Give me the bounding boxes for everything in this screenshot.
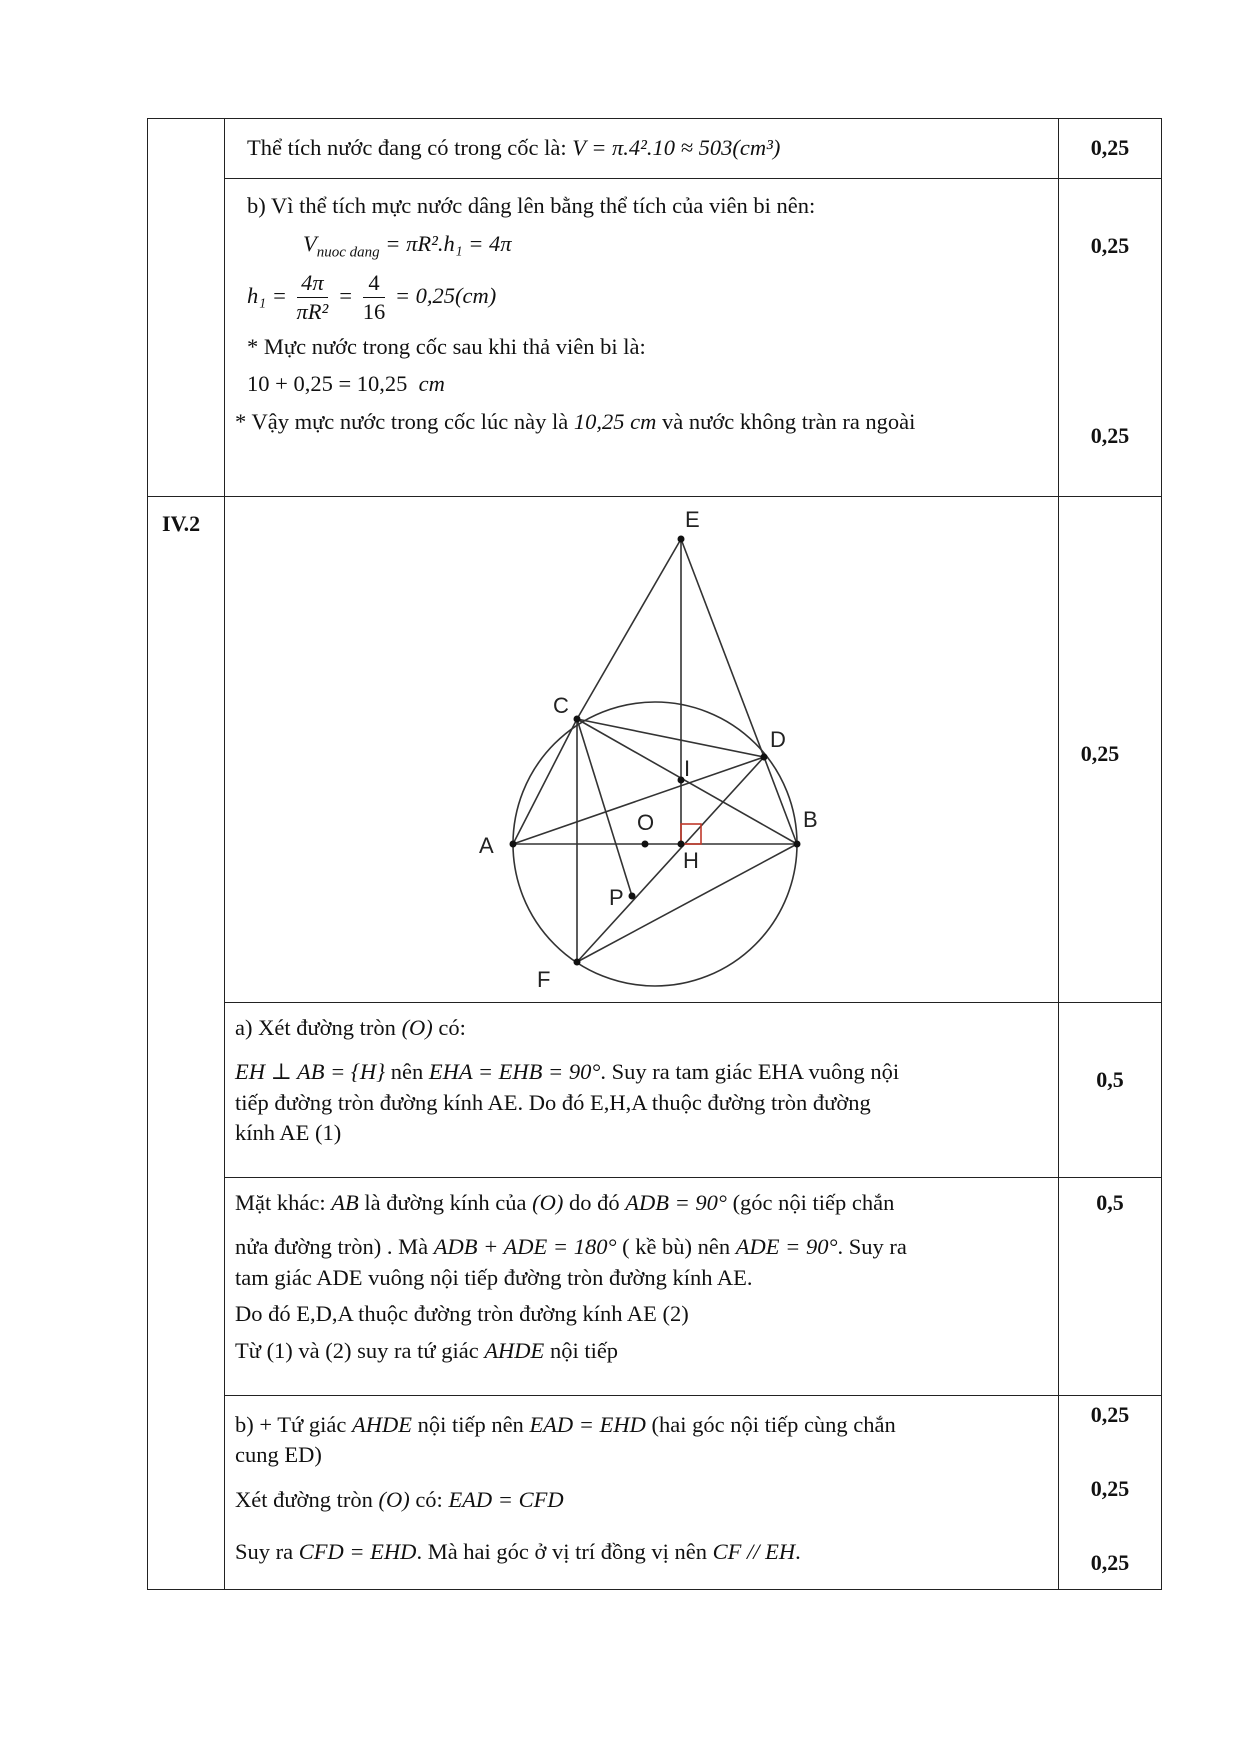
math: V <box>303 231 317 257</box>
figure-cell <box>225 497 1059 1003</box>
label-p: P <box>609 885 624 910</box>
math: ADE = 90° <box>735 1234 838 1260</box>
fraction <box>297 269 329 326</box>
formula: V = π.4².10 ≈ 503(cm³) <box>572 135 781 160</box>
denominator: 16 <box>362 299 386 325</box>
text: là đường kính của <box>358 1190 533 1215</box>
score-cell <box>1059 497 1162 1003</box>
text-line <box>235 1336 1046 1366</box>
label-h: H <box>683 848 699 873</box>
text: do đó <box>563 1190 626 1215</box>
text: ( kề bù) nên <box>616 1234 736 1260</box>
formula-line <box>225 221 1058 263</box>
unit: cm <box>418 370 445 396</box>
math: CF // EH <box>712 1539 796 1565</box>
label-i: I <box>684 756 691 781</box>
text-line <box>235 1013 1046 1043</box>
score: 0,25 <box>1090 423 1130 448</box>
math: = 0,25(cm) <box>394 282 497 308</box>
point-e <box>678 536 685 543</box>
numerator: 4 <box>363 269 386 298</box>
text: . Suy ra tam giác EHA vuông nội <box>600 1059 900 1085</box>
label-a: A <box>479 833 494 858</box>
text: Từ (1) và (2) suy ra tứ giác <box>235 1337 485 1363</box>
text-line <box>235 1188 1046 1218</box>
text: nên <box>385 1059 429 1085</box>
text: Mặt khác: <box>235 1190 332 1215</box>
content-cell <box>225 179 1059 497</box>
text-line: tam giác ADE vuông nội tiếp đường tròn đường kính AE. <box>235 1264 753 1290</box>
row-water-level <box>148 179 1162 497</box>
row-part-b <box>148 1396 1162 1590</box>
score: 0,25 <box>1090 1476 1130 1501</box>
text-line <box>235 1232 1046 1262</box>
text: . <box>795 1539 801 1565</box>
math: EAD = EHD <box>529 1412 646 1437</box>
score-cell <box>1059 179 1162 497</box>
text: (góc nội tiếp chắn <box>726 1190 895 1215</box>
segment-ed <box>681 539 764 757</box>
point-c <box>574 716 581 723</box>
score: 0,5 <box>1096 1190 1124 1215</box>
text: nội tiếp <box>544 1337 619 1363</box>
math: AB <box>331 1190 359 1215</box>
math: AHDE <box>351 1412 412 1437</box>
text: Suy ra <box>235 1539 299 1565</box>
math: (O) <box>401 1015 433 1040</box>
text-line: Do đó E,D,A thuộc đường tròn đường kính AE (2) <box>235 1301 689 1327</box>
text-line: kính AE (1) <box>235 1120 342 1146</box>
text: nội tiếp nên <box>411 1412 530 1437</box>
row-figure <box>148 497 1162 1003</box>
score: 0,25 <box>1090 233 1130 258</box>
math: EHA = EHB = 90° <box>428 1059 601 1085</box>
text: Xét đường tròn <box>235 1486 379 1512</box>
content-cell <box>225 1003 1059 1178</box>
point-a <box>510 841 517 848</box>
math-sub: nuoc dang <box>316 244 380 261</box>
content-cell <box>225 1396 1059 1590</box>
math: (O) <box>532 1190 564 1215</box>
label-cell-empty <box>148 119 225 497</box>
content-cell <box>225 119 1059 179</box>
text-line <box>235 1485 1048 1515</box>
segment-df <box>577 757 764 962</box>
text-line: * Mực nước trong cốc sau khi thả viên bi là: <box>247 334 646 360</box>
geometry-figure <box>225 497 1058 997</box>
text: có: <box>409 1486 449 1512</box>
content-cell <box>225 1178 1059 1396</box>
question-label: IV.2 <box>162 511 201 536</box>
row-part-a <box>148 1003 1162 1178</box>
math: ADB + ADE = 180° <box>433 1234 617 1260</box>
math: AHDE <box>484 1337 545 1363</box>
text-line <box>235 1057 1046 1087</box>
label-o: O <box>637 810 655 835</box>
label-c: C <box>553 693 569 718</box>
math: ADB = 90° <box>625 1190 727 1215</box>
score: 0,25 <box>1090 1402 1130 1427</box>
label-b: B <box>803 807 818 832</box>
text: b) + Tứ giác <box>235 1412 352 1437</box>
math: = πR².h₁ = 4π <box>385 231 512 257</box>
score: 0,25 <box>1080 741 1120 766</box>
score: 0,25 <box>1090 135 1130 160</box>
text-line: cung ED) <box>235 1442 322 1468</box>
label-e: E <box>685 507 700 532</box>
text: a) Xét đường tròn <box>235 1015 402 1040</box>
point-p <box>629 893 636 900</box>
text: . Mà hai góc ở vị trí đồng vị nên <box>416 1539 713 1565</box>
score-cell <box>1059 119 1162 179</box>
math: h₁ = <box>247 282 287 308</box>
formula-line <box>225 363 1058 399</box>
row-volume <box>148 119 1162 179</box>
text-line <box>225 399 1058 437</box>
right-angle-mark <box>681 824 701 844</box>
label-d: D <box>770 727 786 752</box>
numerator: 4π <box>297 269 329 298</box>
text: * Vậy mực nước trong cốc lúc này là <box>235 409 574 435</box>
score: 0,5 <box>1096 1067 1124 1092</box>
math: CFD = EHD <box>298 1539 417 1565</box>
segment-cd <box>577 719 764 757</box>
math: (O) <box>378 1486 410 1512</box>
text-line: b) Vì thể tích mực nước dâng lên bằng thể tích của viên bi nên: <box>247 193 816 218</box>
point-o <box>642 841 649 848</box>
math: 10,25 cm <box>573 409 657 435</box>
label-cell <box>148 497 225 1590</box>
text-line <box>235 1537 1048 1567</box>
formula-line <box>225 263 1058 326</box>
text: có: <box>432 1015 466 1040</box>
fraction <box>363 269 386 326</box>
math: EH ⊥ AB = {H} <box>235 1059 386 1085</box>
text: nửa đường tròn) . Mà <box>235 1234 434 1260</box>
row-part-a-cont <box>148 1178 1162 1396</box>
denominator: πR² <box>296 299 329 325</box>
text-line: tiếp đường tròn đường kính AE. Do đó E,H,A thuộc đường tròn đường <box>235 1089 871 1115</box>
point-d <box>761 754 768 761</box>
point-h <box>678 841 685 848</box>
point-f <box>574 959 581 966</box>
score-cell <box>1059 1396 1162 1590</box>
text: Thể tích nước đang có trong cốc là: <box>247 135 573 160</box>
math: = <box>337 282 354 308</box>
text: (hai góc nội tiếp cùng chắn <box>645 1412 896 1437</box>
math: 10 + 0,25 = 10,25 <box>247 370 408 396</box>
segment-db <box>764 757 797 844</box>
score-cell <box>1059 1178 1162 1396</box>
answer-table <box>147 118 1162 1590</box>
point-b <box>794 841 801 848</box>
text: . Suy ra <box>837 1234 907 1260</box>
math: EAD = CFD <box>448 1486 564 1512</box>
score-cell <box>1059 1003 1162 1178</box>
segment-ec <box>577 539 681 719</box>
text: và nước không tràn ra ngoài <box>656 409 916 435</box>
score: 0,25 <box>1090 1550 1130 1575</box>
label-f: F <box>537 967 551 992</box>
text-line <box>235 1410 1048 1440</box>
